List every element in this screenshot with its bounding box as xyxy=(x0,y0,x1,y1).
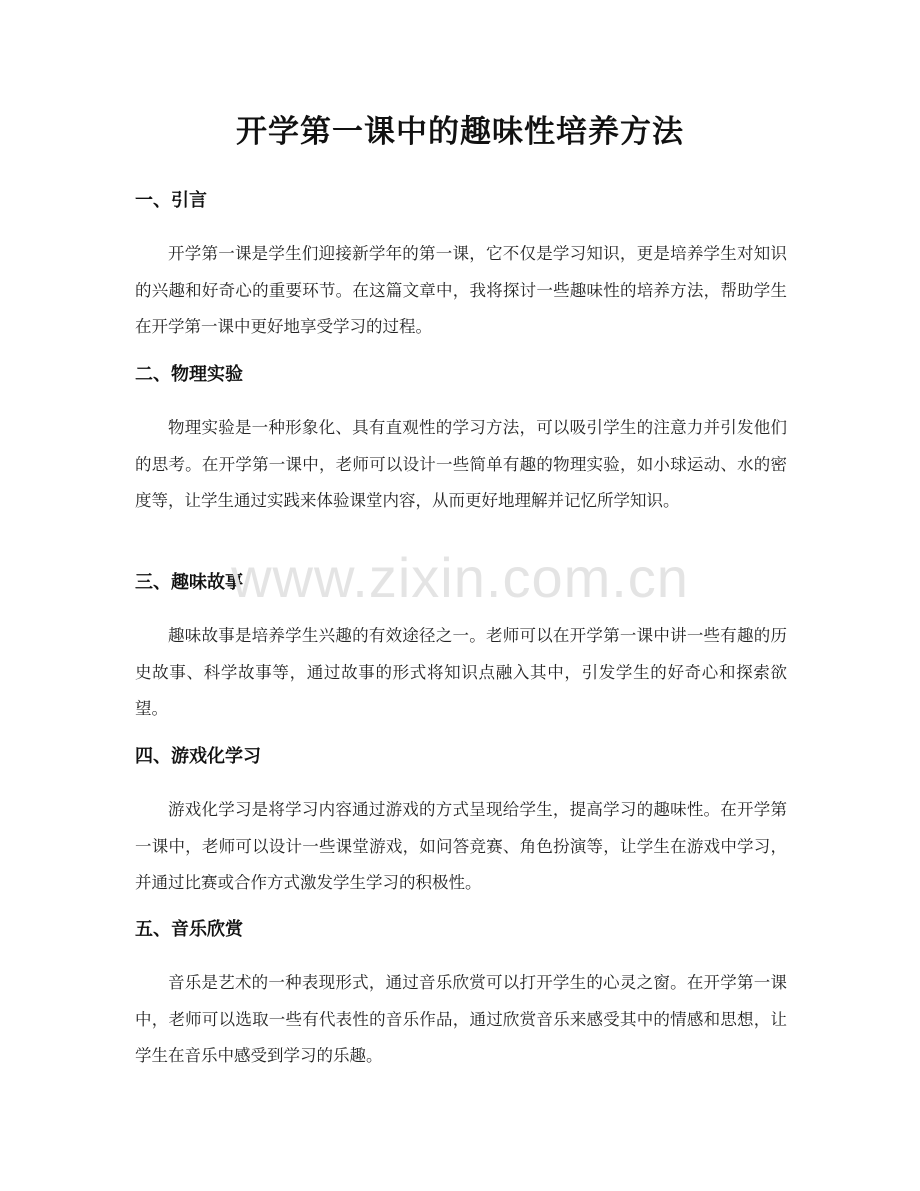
section-paragraph: 趣味故事是培养学生兴趣的有效途径之一。老师可以在开学第一课中讲一些有趣的历史故事、科学故事等，通过故事的形式将知识点融入其中，引发学生的好奇心和探索欲望。 xyxy=(135,626,787,718)
section-heading: 二、物理实验 xyxy=(135,364,243,385)
section-paragraph: 物理实验是一种形象化、具有直观性的学习方法，可以吸引学生的注意力并引发他们的思考。在开学第一课中，老师可以设计一些简单有趣的物理实验，如小球运动、水的密度等，让学生通过实践来体验课堂内容，从而更好地理解并记忆所学知识。 xyxy=(135,418,787,510)
section-paragraph: 开学第一课是学生们迎接新学年的第一课，它不仅是学习知识，更是培养学生对知识的兴趣和好奇心的重要环节。在这篇文章中，我将探讨一些趣味性的培养方法，帮助学生在开学第一课中更好地享受学习的过程。 xyxy=(135,244,787,336)
section-heading: 一、引言 xyxy=(135,190,207,211)
section-paragraph: 音乐是艺术的一种表现形式，通过音乐欣赏可以打开学生的心灵之窗。在开学第一课中，老师可以选取一些有代表性的音乐作品，通过欣赏音乐来感受其中的情感和思想，让学生在音乐中感受到学习的乐趣。 xyxy=(135,973,787,1065)
section-introduction xyxy=(135,188,787,346)
section-fun-stories xyxy=(135,570,787,728)
section-heading: 三、趣味故事 xyxy=(135,572,243,593)
watermark-text: www.zixin.com.cn xyxy=(231,546,689,609)
section-gamified-learning xyxy=(135,744,787,902)
section-heading: 四、游戏化学习 xyxy=(135,746,261,767)
page-title: 开学第一课中的趣味性培养方法 xyxy=(236,114,684,150)
section-music-appreciation xyxy=(135,917,787,1075)
section-heading: 五、音乐欣赏 xyxy=(135,919,243,940)
section-physics-experiment xyxy=(135,362,787,520)
section-paragraph: 游戏化学习是将学习内容通过游戏的方式呈现给学生，提高学习的趣味性。在开学第一课中，老师可以设计一些课堂游戏，如问答竞赛、角色扮演等，让学生在游戏中学习，并通过比赛或合作方式激发学生学习的积极性。 xyxy=(135,800,787,892)
